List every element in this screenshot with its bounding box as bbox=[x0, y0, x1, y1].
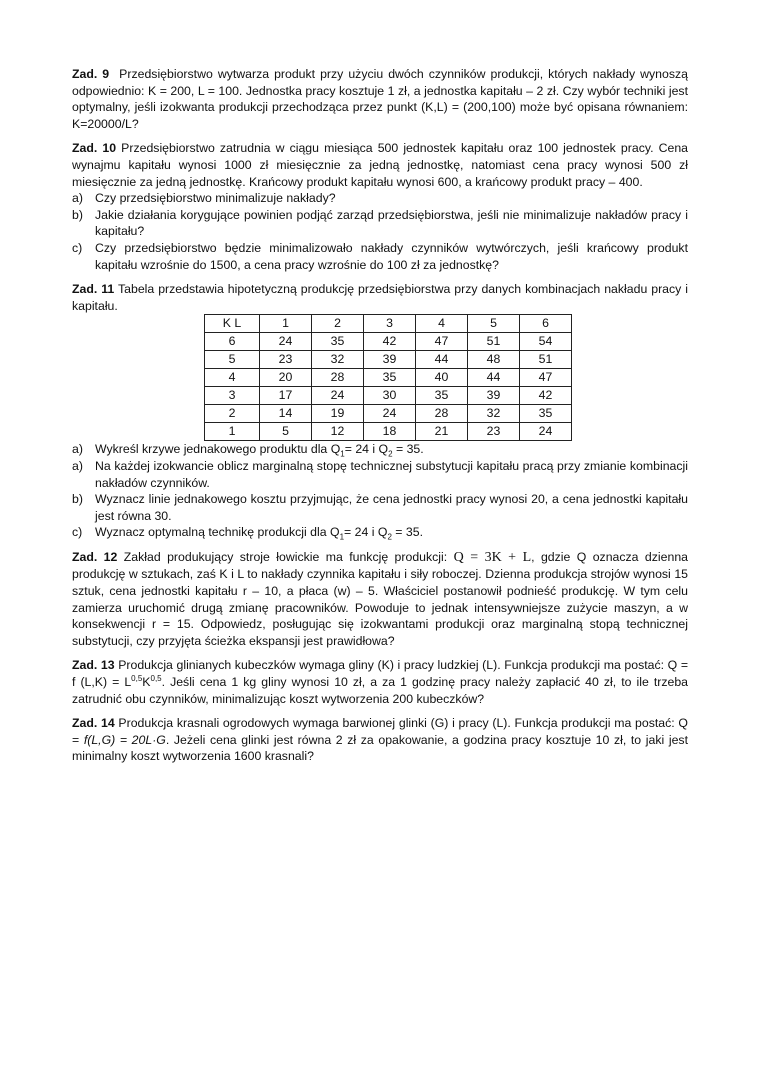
task-10-text: Przedsiębiorstwo zatrudnia w ciągu miesiąca 500 jednostek kapitału oraz 100 jednostek pracy. Cena wynajmu kapitału wynosi 1000 zł miesięcznie za jedną jednostkę, natomiast cena pracy wynosi 500 zł miesięcznie za jedną jednostkę. Krańcowy produkt kapitału wynosi 600, a krańcowy produkt pracy – 400. bbox=[72, 141, 688, 189]
task-12-text-post: , gdzie Q oznacza dzienna produkcję w sztukach, zaś K i L to nakłady czynnika kapitału i siły roboczej. Dzienna produkcja strojów wynosi 15 sztuk, cena jednostki kapitału r – 10, a płaca (w) – 5. Właściciel postanowił podnieść produkcję. W tym celu zamierza uruchomić drugą zmianę pracowników. Powoduje to jednak intensywniejsze zużycie maszyn, a w konsekwencji r = 15. Odpowiedz, posługując się izokwantami produkcji oraz marginalną stopą technicznej substytucji, czy przyjęta ścieżka ekspansji jest prawidłowa? bbox=[72, 549, 688, 648]
task-12-label: Zad. 12 bbox=[72, 549, 118, 564]
table-cell: 19 bbox=[312, 405, 364, 423]
task-9 bbox=[72, 66, 688, 132]
item-marker: a) bbox=[72, 191, 83, 206]
table-cell: 2 bbox=[205, 405, 260, 423]
item-marker: c) bbox=[72, 525, 83, 540]
task-13 bbox=[72, 657, 688, 707]
task-13-text-pre: Produkcja glinianych kubeczków wymaga gliny (K) i pracy ludzkiej (L). Funkcja produkcji ma postać: Q = f (L,K) = L bbox=[72, 658, 689, 690]
table-cell: 20 bbox=[260, 369, 312, 387]
subscript: 1 bbox=[340, 449, 345, 459]
table-cell: 24 bbox=[520, 423, 572, 441]
task-14-text-post: . Jeżeli cena glinki jest równa 2 zł za opakowanie, a godzina pracy kosztuje 10 zł, to jaki jest minimalny koszt wytworzenia 1600 krasnali? bbox=[72, 732, 688, 764]
table-cell: 51 bbox=[468, 333, 520, 351]
item-marker: a) bbox=[72, 442, 83, 457]
table-cell: 28 bbox=[416, 405, 468, 423]
table-header-row bbox=[205, 315, 572, 333]
table-cell: 24 bbox=[260, 333, 312, 351]
text-part: = 35. bbox=[392, 442, 424, 457]
item-text: Jakie działania korygujące powinien podjąć zarząd przedsiębiorstwa, jeśli nie minimalizuje nakładów pracy i kapitału? bbox=[95, 207, 688, 239]
task-10-item-b bbox=[72, 207, 688, 240]
task-9-label: Zad. 9 bbox=[72, 67, 110, 81]
item-marker: c) bbox=[72, 240, 83, 255]
table-cell: 51 bbox=[520, 351, 572, 369]
table-cell: 6 bbox=[205, 333, 260, 351]
table-cell: 47 bbox=[520, 369, 572, 387]
table-cell: 1 bbox=[205, 423, 260, 441]
table-cell: 42 bbox=[364, 333, 416, 351]
text-part: Wyznacz optymalną technikę produkcji dla Q bbox=[95, 525, 340, 540]
table-header-cell: 5 bbox=[468, 315, 520, 333]
task-10-item-c bbox=[72, 240, 688, 273]
task-11-item-a2 bbox=[72, 458, 688, 491]
text-part: = 24 i Q bbox=[344, 442, 389, 457]
item-marker: b) bbox=[72, 207, 83, 222]
table-cell: 39 bbox=[468, 387, 520, 405]
table-cell: 5 bbox=[205, 351, 260, 369]
task-11-label: Zad. 11 bbox=[72, 282, 115, 297]
subscript: 2 bbox=[387, 532, 392, 542]
task-14-text-pre: Produkcja krasnali ogrodowych wymaga barwionej glinki (G) i pracy (L). Funkcja produkcji ma postać: Q = bbox=[72, 716, 688, 747]
table-header-cell: K L bbox=[205, 315, 260, 333]
table-cell: 35 bbox=[416, 387, 468, 405]
task-14-paragraph bbox=[72, 715, 688, 765]
table-cell: 40 bbox=[416, 369, 468, 387]
table-cell: 42 bbox=[520, 387, 572, 405]
subscript: 1 bbox=[339, 532, 345, 542]
table-cell: 44 bbox=[416, 351, 468, 369]
table-cell: 24 bbox=[312, 387, 364, 405]
task-12-text-pre: Zakład produkujący stroje łowickie ma funkcję produkcji: bbox=[123, 549, 448, 564]
table-cell: 5 bbox=[260, 423, 312, 441]
task-12-paragraph bbox=[72, 549, 688, 650]
item-text bbox=[95, 524, 688, 541]
task-10-item-a bbox=[72, 190, 688, 207]
table-cell: 23 bbox=[260, 351, 312, 369]
table-cell: 24 bbox=[364, 405, 416, 423]
task-14-label: Zad. 14 bbox=[72, 716, 115, 731]
task-11-paragraph bbox=[72, 281, 688, 314]
production-equation: Q = 3K + L bbox=[453, 549, 532, 565]
table-cell: 3 bbox=[205, 387, 260, 405]
task-10-label: Zad. 10 bbox=[72, 141, 117, 156]
superscript: 0,5 bbox=[150, 673, 162, 683]
table-cell: 44 bbox=[468, 369, 520, 387]
table-cell: 18 bbox=[364, 423, 416, 441]
item-text bbox=[95, 441, 688, 458]
table-cell: 54 bbox=[520, 333, 572, 351]
table-header-cell: 6 bbox=[520, 315, 572, 333]
task-9-paragraph bbox=[72, 66, 688, 132]
task-11-item-b bbox=[72, 491, 688, 524]
table-cell: 12 bbox=[312, 423, 364, 441]
superscript: 0,5 bbox=[131, 673, 143, 683]
table-header-cell: 3 bbox=[364, 315, 416, 333]
table-header-cell: 4 bbox=[416, 315, 468, 333]
table-row bbox=[205, 423, 572, 441]
table-cell: 47 bbox=[416, 333, 468, 351]
task-11-text: Tabela przedstawia hipotetyczną produkcję przedsiębiorstwa przy danych kombinacjach nakładu pracy i kapitału. bbox=[72, 282, 689, 313]
task-10 bbox=[72, 140, 688, 273]
table-cell: 35 bbox=[364, 369, 416, 387]
table-row bbox=[205, 333, 572, 351]
task-11 bbox=[72, 281, 688, 541]
table-header-cell: 1 bbox=[260, 315, 312, 333]
item-marker: a) bbox=[72, 458, 83, 473]
task-14 bbox=[72, 715, 688, 765]
item-text: Wyznacz linie jednakowego kosztu przyjmując, że cena jednostki pracy wynosi 20, a cena jednostki kapitału jest równa 30. bbox=[95, 492, 688, 523]
table-header-cell: 2 bbox=[312, 315, 364, 333]
table-cell: 21 bbox=[416, 423, 468, 441]
task-11-item-c bbox=[72, 524, 688, 541]
table-cell: 35 bbox=[312, 333, 364, 351]
table-row bbox=[205, 351, 572, 369]
table-cell: 28 bbox=[312, 369, 364, 387]
table-cell: 4 bbox=[205, 369, 260, 387]
item-text: Czy przedsiębiorstwo będzie minimalizowało nakłady czynników wytwórczych, jeśli krańcowy produkt kapitału wzrośnie do 1500, a cena pracy wzrośnie do 100 zł za jednostkę? bbox=[95, 240, 688, 272]
task-13-label: Zad. 13 bbox=[72, 658, 115, 673]
text-part: Wykreśl krzywe jednakowego produktu dla Q bbox=[95, 442, 341, 457]
subscript: 2 bbox=[388, 449, 393, 459]
table-row bbox=[205, 387, 572, 405]
task-13-text-post: . Jeśli cena 1 kg gliny wynosi 10 zł, a za 1 godzinę pracy należy zapłacić 40 zł, to ile trzeba zatrudnić obu czynników, minimalizując koszt wytworzenia 200 kubeczków? bbox=[72, 675, 688, 706]
task-12 bbox=[72, 549, 688, 650]
item-marker: b) bbox=[72, 492, 83, 507]
task-10-paragraph bbox=[72, 140, 688, 190]
table-cell: 14 bbox=[260, 405, 312, 423]
item-text: Na każdej izokwancie oblicz marginalną stopę technicznej substytucji kapitału pracą przy zmianie kombinacji nakładów czynników. bbox=[95, 458, 688, 490]
task-9-text: Przedsiębiorstwo wytwarza produkt przy użyciu dwóch czynników produkcji, których nakłady wynoszą odpowiednio: K = 200, L = 100. Jednostka pracy kosztuje 1 zł, a jednostka kapitału – 2 zł. Czy wybór techniki jest optymalny, jeśli izokwanta produkcji przechodząca przez punkt (K,L) = (200,100) może być opisana równaniem: K=20000/L? bbox=[72, 67, 689, 131]
table-cell: 32 bbox=[312, 351, 364, 369]
production-table bbox=[204, 314, 572, 441]
table-cell: 35 bbox=[520, 405, 572, 423]
text-part: = 24 i Q bbox=[344, 525, 388, 540]
task-14-formula: f(L,G) = 20L·G bbox=[83, 732, 166, 747]
table-cell: 48 bbox=[468, 351, 520, 369]
task-11-item-a1 bbox=[72, 441, 688, 458]
table-cell: 30 bbox=[364, 387, 416, 405]
document-page bbox=[72, 66, 688, 773]
table-cell: 32 bbox=[468, 405, 520, 423]
text-part: = 35. bbox=[391, 525, 423, 540]
table-cell: 23 bbox=[468, 423, 520, 441]
table-row bbox=[205, 405, 572, 423]
task-13-paragraph bbox=[72, 657, 688, 707]
item-text: Czy przedsiębiorstwo minimalizuje nakłady? bbox=[95, 191, 336, 206]
table-row bbox=[205, 369, 572, 387]
task-13-text-mid: K bbox=[142, 675, 151, 690]
table-cell: 39 bbox=[364, 351, 416, 369]
table-cell: 17 bbox=[260, 387, 312, 405]
